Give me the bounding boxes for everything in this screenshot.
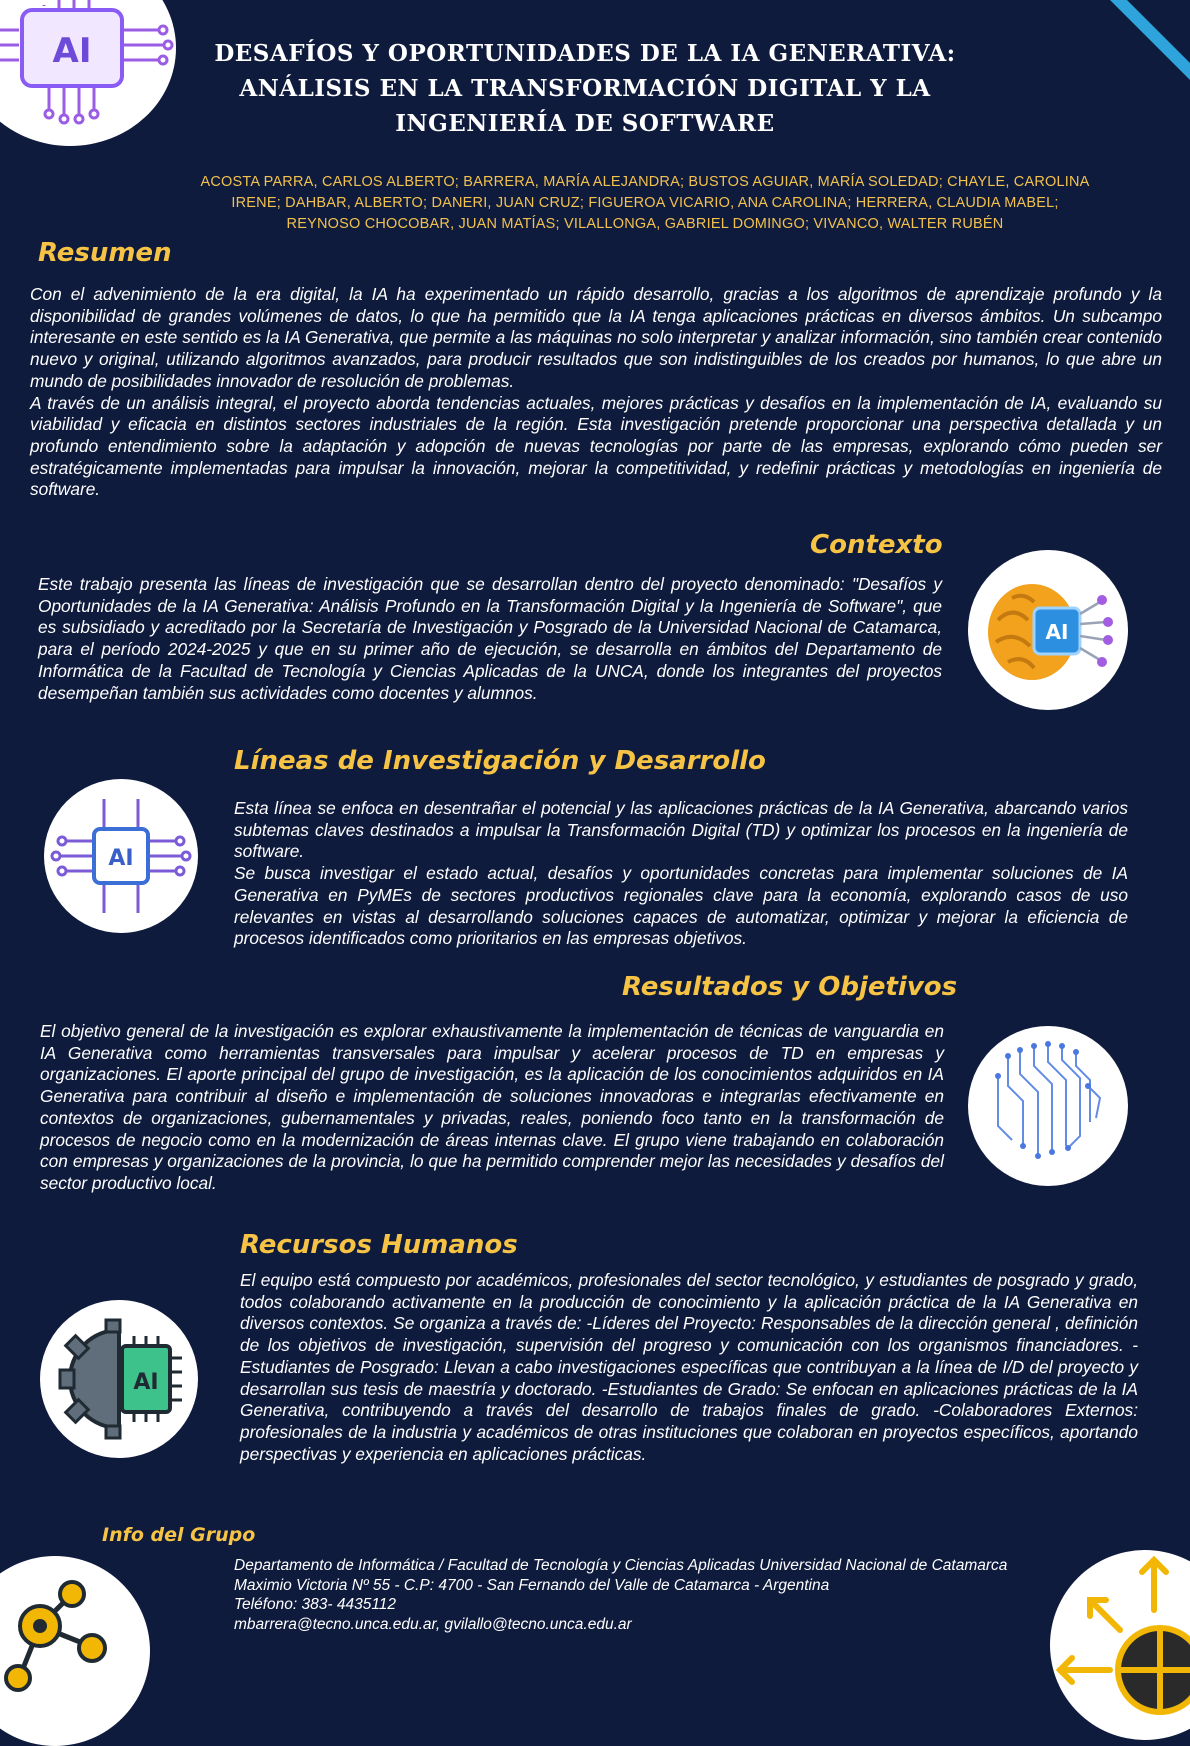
info-phone: Teléfono: 383- 4435112 [234,1596,397,1613]
svg-text:AI: AI [133,1370,159,1395]
accent-stripe [1050,0,1190,173]
recursos-paragraph: El equipo está compuesto por académicos, profesionales del sector tecnológico, y estudiantes de posgrado y grado, todos colaborando activamente en la producción de conocimiento y la aplicación práctica de la IA Generativa en diversos contextos. Se organiza a través de: -Líderes del Proyecto: Responsables de la dirección general , definición de los objetivos de investigación, supervisión del progreso y comunicación con los organismos financiadores. -Estudiantes de Posgrado: Llevan a cabo investigaciones específicas que contribuyan a la línea de I/D del proyecto y desarrollan sus tesis de maestría y doctorado. -Estudiantes de Grado: Se enfocan en aplicaciones prácticas de la IA Generativa, contribuyendo a través del desarrollo de trabajos finales de grado. -Colaboradores Externos: profesionales de la industria y académicos de otras instituciones que colaboran en proyectos específicos, aportando perspectivas y experiencia en aplicaciones prácticas. [240,1270,1138,1464]
resumen-paragraph-1: Con el advenimiento de la era digital, la IA ha experimentado un rápido desarrollo, gracias a los algoritmos de aprendizaje profundo y la disponibilidad de grandes volúmenes de datos, lo que ha permitido que la IA tenga aplicaciones prácticas en diversos ámbitos. Un subcampo interesante en este sentido es la IA Generativa, que permite a las máquinas no solo interpretar y analizar información, sino también crear contenido nuevo y original, utilizando algoritmos avanzados, para producir resultados que son indistinguibles de los creados por humanos, lo que abre un mundo de posibilidades innovador de resolución de problemas. [30,284,1162,391]
compass-image [1050,1550,1190,1740]
resultados-heading: Resultados y Objetivos [622,972,958,1002]
ai-logo [0,0,176,146]
svg-text:AI: AI [108,846,134,871]
info-address: Maximio Victoria Nº 55 - C.P: 4700 - San Fernando del Valle de Catamarca - Argentina [234,1576,830,1594]
contexto-paragraph: Este trabajo presenta las líneas de investigación que se desarrollan dentro del proyecto denominado: "Desafíos y Oportunidades de la IA Generativa: Análisis Profundo en la Transformación Digital y la Ingeniería de Software", que es subsidiado y acreditado por la Secretaría de Investigación y Posgrado de la Universidad Nacional de Catamarca, para el período 2024-2025 y que en su primer año de ejecución, se desarrolla en ámbitos del Departamento de Informática de la Facultad de Tecnología y Ciencias Aplicadas de la UNCA, donde los integrantes del proyectos desempeñan también sus actividades como docentes y alumnos. [38,574,942,703]
resultados-paragraph: El objetivo general de la investigación es explorar exhaustivamente la implementación de técnicas de vanguardia en IA Generativa como herramientas transversales para impulsar y acelerar procesos de TD en empresas y organizaciones. El aporte principal del grupo de investigación, es la aplicación de los conocimientos adquiridos en IA Generativa para contribuir al diseño e implementación de soluciones innovadoras e integrarlas efectivamente en contextos de organizaciones, gubernamentales y privadas, reales, poniendo foco tanto en la transformación de procesos de negocio como en la modernización de áreas internas clave. El grupo viene trabajando en colaboración con empresas y organizaciones de la provincia, lo que ha permitido comprender mejor las necesidades y desafíos del sector productivo local. [40,1021,944,1193]
resumen-body [30,284,1162,501]
contexto-heading: Contexto [810,530,943,560]
svg-text:AI: AI [52,31,92,71]
resumen-heading: Resumen [38,238,172,268]
digital-head-icon [968,1026,1128,1186]
resumen-paragraph-2: A través de un análisis integral, el proyecto aborda tendencias actuales, mejores prácticas y desafíos en la implementación de IA, evaluando su viabilidad y eficacia en distintos sectores industriales de la región. Esta investigación pretende proporcionar una perspectiva detallada y un profundo entendimiento sobre la adaptación y adopción de nuevas tecnologías por parte de las empresas, explorando cómo pueden ser estratégicamente implementadas para impulsar la innovación, mejorar la competitividad, y redefinir prácticas y metodologías en ingeniería de software. [30,392,1162,500]
contexto-body [38,574,942,704]
ai-circuit-icon [44,779,198,933]
info-emails: mbarrera@tecno.unca.edu.ar, gvilallo@tecno.unca.edu.ar [234,1615,632,1633]
svg-text:AI: AI [1045,620,1069,644]
ai-circuit-image [44,779,198,933]
resultados-body [40,1021,944,1195]
poster-title: DESAFÍOS Y OPORTUNIDADES DE LA IA GENERATIVA: ANÁLISIS EN LA TRANSFORMACIÓN DIGITAL Y LA INGENIERÍA DE SOFTWARE [214,40,956,137]
authors-list: ACOSTA PARRA, CARLOS ALBERTO; BARRERA, MARÍA ALEJANDRA; BUSTOS AGUIAR, MARÍA SOLEDAD; CHAYLE, CAROLINA IRENE; DAHBAR, ALBERTO; DANERI, JUAN CRUZ; FIGUEROA VICARIO, ANA CAROLINA; HERRERA, CLAUDIA MABEL; REYNOSO CHOCOBAR, JUAN MATÍAS; VILALLONGA, GABRIEL DOMINGO; VIVANCO, WALTER RUBÉN [200,174,1090,232]
recursos-heading: Recursos Humanos [240,1230,518,1260]
ai-chip-icon [0,0,176,146]
info-department: Departamento de Informática / Facultad de Tecnología y Ciencias Aplicadas Universidad Nacional de Catamarca [234,1557,1008,1574]
digital-head-image [968,1026,1128,1186]
network-image [0,1556,150,1746]
info-block [234,1556,1054,1634]
recursos-body [240,1270,1138,1465]
info-heading: Info del Grupo [102,1524,256,1546]
arrows-helmet-icon [1050,1550,1190,1740]
lineas-heading: Líneas de Investigación y Desarrollo [234,746,766,776]
ai-brain-image [968,550,1128,710]
lineas-paragraph-1: Esta línea se enfoca en desentrañar el potencial y las aplicaciones prácticas de la IA Generativa, abarcando varios subtemas claves destinados a impulsar la Transformación Digital (TD) y optimizar los procesos en la ingeniería de software. [234,798,1128,862]
ai-gear-icon [40,1300,198,1458]
brain-chip-icon [968,550,1128,710]
molecule-network-icon [0,1556,150,1746]
lineas-body [234,798,1128,950]
ai-gear-image [40,1300,198,1458]
lineas-paragraph-2: Se busca investigar el estado actual, desafíos y oportunidades concretas para implementar soluciones de IA Generativa en PyMEs de sectores productivos regionales clave para la economía, explorando casos de uso relevantes en vistas al desarrollando soluciones capaces de automatizar, optimizar y mejorar la eficiencia de procesos identificados como prioritarios en las empresas objetivos. [234,863,1128,949]
